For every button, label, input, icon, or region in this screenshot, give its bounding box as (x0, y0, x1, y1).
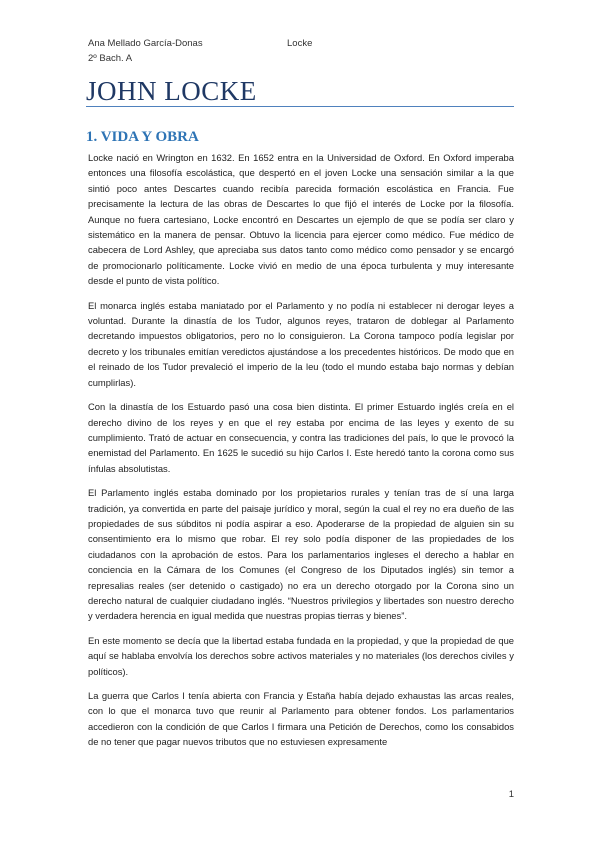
paragraph: La guerra que Carlos I tenía abierta con Francia y Estaña había dejado exhaustas las arcas reales, con lo que el monarca tuvo que reunir al Parlamento para obtener fondos. Los parlamentarios accedieron con la condición de que Carlos I firmara una Petición de Derechos, como los consabidos de no tener que pagar nuevos tributos que no estuviesen expresamente (88, 690, 514, 748)
document-title: JOHN LOCKE (86, 76, 257, 106)
paragraph: Con la dinastía de los Estuardo pasó una cosa bien distinta. El primer Estuardo inglés creía en el derecho divino de los reyes y en que el rey estaba por encima de las leyes y exento de su cumplimiento. Trató de actuar en consecuencia, y contra las tradiciones del país, lo que le provocó la enemistad del Parlamento. En 1625 le sucedió su hijo Carlos I. Este heredó tanto la corona como sus ínfulas absolutistas. (88, 401, 514, 474)
body-text (88, 150, 514, 759)
paragraph: El Parlamento inglés estaba dominado por los propietarios rurales y tenían tras de sí una larga tradición, ya convertida en parte del paisaje jurídico y moral, según la cual el rey no era dueño de las propiedades de sus súbditos ni podía aspirar a eso. Apoderarse de la propiedad de alguien sin su consentimiento era lo mismo que robar. El rey solo podía disponer de las propiedades de los ciudadanos con la aprobación de estos. Para los parlamentarios ingleses el derecho a hablar en conciencia en la Cámara de los Comunes (el Congreso de los Diputados inglés) sin temor a represalias reales (ser detenido o castigado) no era un derecho otorgado por la Corona sino un derecho natural de cualquier ciudadano inglés. “Nuestros privilegios y libertades son nuestro derecho y verdadera herencia en igual medida que nuestras propias tierras y bienes”. (88, 487, 514, 622)
paragraph: El monarca inglés estaba maniatado por el Parlamento y no podía ni establecer ni derogar leyes a voluntad. Durante la dinastía de los Tudor, algunos reyes, trataron de doblegar al Parlamento decretando impuestos obligatorios, pero no lo consiguieron. La Corona tampoco podía legislar por decreto y los tribunales emitían veredictos ajustándose a los precedentes históricos. De modo que en el reinado de los Tudor prevaleció el imperio de la leu (todo el mundo estaba bajo normas y debían cumplirlas). (88, 299, 514, 388)
paragraph: Locke nació en Wrington en 1632. En 1652 entra en la Universidad de Oxford. En Oxford imperaba entonces una filosofía escolástica, que despertó en el joven Locke una sensación similar a la que sintió poco antes Descartes cuando recibía parecida formación escolástica en Francia. Fue precisamente la lectura de las obras de Descartes lo que fijó el interés de Locke por la filosofía. Aunque no fuera cartesiano, Locke encontró en Descartes un ejemplo de que se podía ser claro y sistemático en la manera de pensar. Obtuvo la licencia para ejercer como médico. Fue médico de cabecera de Lord Ashley, que apreciaba sus datos tanto como médico como pensador y se encargó de promocionarlo políticamente. Locke vivió en medio de una época turbulenta y muy interesante desde el punto de vista político. (88, 152, 514, 287)
title-underline (86, 106, 514, 107)
paragraph: En este momento se decía que la libertad estaba fundada en la propiedad, y que la propiedad de que aquí se hablaba envolvía los derechos sobre activos materiales y no materiales (los derechos civiles y políticos). (88, 634, 514, 677)
header-subject: Locke (287, 38, 313, 49)
section-heading: 1. VIDA Y OBRA (86, 129, 199, 145)
page-number: 1 (508, 789, 514, 800)
header-course: 2º Bach. A (88, 53, 133, 64)
header-author: Ana Mellado García-Donas (88, 38, 203, 49)
